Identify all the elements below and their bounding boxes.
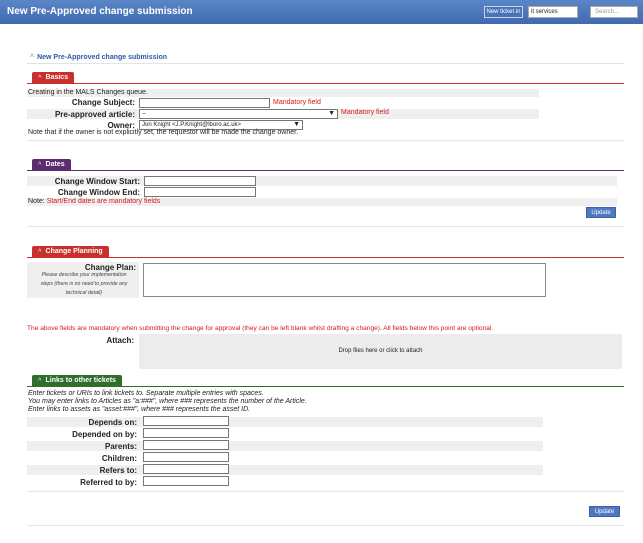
subject-label: Change Subject:	[71, 98, 135, 107]
page-title: New Pre-Approved change submission	[7, 6, 193, 17]
tab-basics[interactable]	[32, 72, 74, 83]
tab-links[interactable]	[32, 375, 122, 386]
chevron-up-icon: ^	[38, 75, 42, 81]
section-rule	[27, 386, 624, 387]
start-date-input[interactable]	[144, 176, 256, 186]
dropdown-arrow-icon: ▼	[328, 110, 335, 117]
referred-to-by-input[interactable]	[143, 476, 229, 486]
depended-on-by-label: Depended on by:	[72, 430, 137, 439]
plan-hint-line: Please describe your implementation	[41, 272, 127, 278]
depends-on-label: Depends on:	[88, 418, 137, 427]
children-label: Children:	[101, 454, 137, 463]
change-plan-textarea[interactable]	[143, 263, 546, 297]
chevron-up-icon: ^	[30, 54, 35, 61]
queue-select[interactable]: it services	[528, 6, 578, 18]
update-button[interactable]: Update	[586, 207, 616, 218]
tab-dates-label: Dates	[45, 161, 65, 168]
tab-change-planning[interactable]	[32, 246, 109, 257]
plan-hint-line: steps (there is no need to provide any	[40, 281, 128, 287]
dropdown-arrow-icon: ▼	[293, 121, 300, 128]
owner-label: Owner:	[107, 121, 135, 130]
tab-dates[interactable]	[32, 159, 71, 170]
article-label: Pre-approved article:	[54, 110, 135, 119]
divider	[27, 226, 624, 227]
article-value: --	[142, 111, 146, 117]
links-help: Enter tickets or URIs to link tickets to. Separate multiple entries with spaces.	[28, 390, 264, 397]
plan-hint	[29, 271, 139, 298]
note-prefix: Note:	[28, 198, 45, 205]
parents-label: Parents:	[104, 442, 137, 451]
depended-on-by-input[interactable]	[143, 428, 229, 438]
mandatory-notice: The above fields are mandatory when submitting the change for approval (they can be left blank whilst drafting a change). All fields below this point are optional.	[27, 325, 494, 332]
new-ticket-button[interactable]: New ticket in	[484, 6, 523, 18]
section-rule	[27, 257, 624, 258]
dates-note-text: Start/End dates are mandatory fields	[46, 198, 161, 205]
chevron-up-icon: ^	[38, 162, 42, 168]
dates-note	[28, 198, 160, 205]
update-button[interactable]: Update	[589, 506, 620, 517]
divider	[27, 63, 624, 64]
plan-hint-line: technical detail)	[65, 290, 103, 296]
file-dropzone[interactable]: Drop files here or click to attach	[139, 334, 622, 369]
attach-label: Attach:	[106, 336, 134, 345]
mandatory-note: Mandatory field	[341, 109, 389, 116]
depends-on-input[interactable]	[143, 416, 229, 426]
search-input[interactable]: Search...	[590, 6, 638, 18]
chevron-up-icon: ^	[38, 249, 42, 255]
links-help: Enter links to assets as "asset:###", where ### represents the asset ID.	[28, 406, 251, 413]
owner-note: Note that if the owner is not explicitly set, the requestor will be made the change owner.	[28, 129, 299, 136]
start-label: Change Window Start:	[54, 177, 140, 186]
refers-to-label: Refers to:	[99, 466, 137, 475]
subject-input[interactable]	[139, 98, 270, 108]
form-title-label: New Pre-Approved change submission	[37, 54, 168, 61]
tab-planning-label: Change Planning	[45, 248, 103, 255]
section-rule	[27, 170, 624, 171]
top-bar	[0, 0, 643, 24]
divider	[27, 140, 624, 141]
refers-to-input[interactable]	[143, 464, 229, 474]
plan-label: Change Plan:	[84, 263, 136, 272]
referred-to-by-label: Referred to by:	[80, 478, 137, 487]
tab-links-label: Links to other tickets	[45, 377, 116, 384]
end-date-input[interactable]	[144, 187, 256, 197]
form-title[interactable]	[30, 54, 167, 61]
divider	[27, 491, 624, 492]
section-rule	[27, 83, 624, 84]
links-help: You may enter links to Articles as "a:###", where ### represents the number of the Article.	[28, 398, 307, 405]
chevron-up-icon: ^	[38, 378, 42, 384]
owner-value: Jon Knight <J.P.Knight@lboro.ac.uk>	[142, 122, 242, 128]
end-label: Change Window End:	[57, 188, 140, 197]
queue-note: Creating in the MALS Changes queue.	[28, 89, 148, 96]
children-input[interactable]	[143, 452, 229, 462]
parents-input[interactable]	[143, 440, 229, 450]
article-select[interactable]	[139, 109, 338, 119]
mandatory-note: Mandatory field	[273, 99, 321, 106]
tab-basics-label: Basics	[45, 74, 69, 81]
divider	[27, 525, 624, 526]
